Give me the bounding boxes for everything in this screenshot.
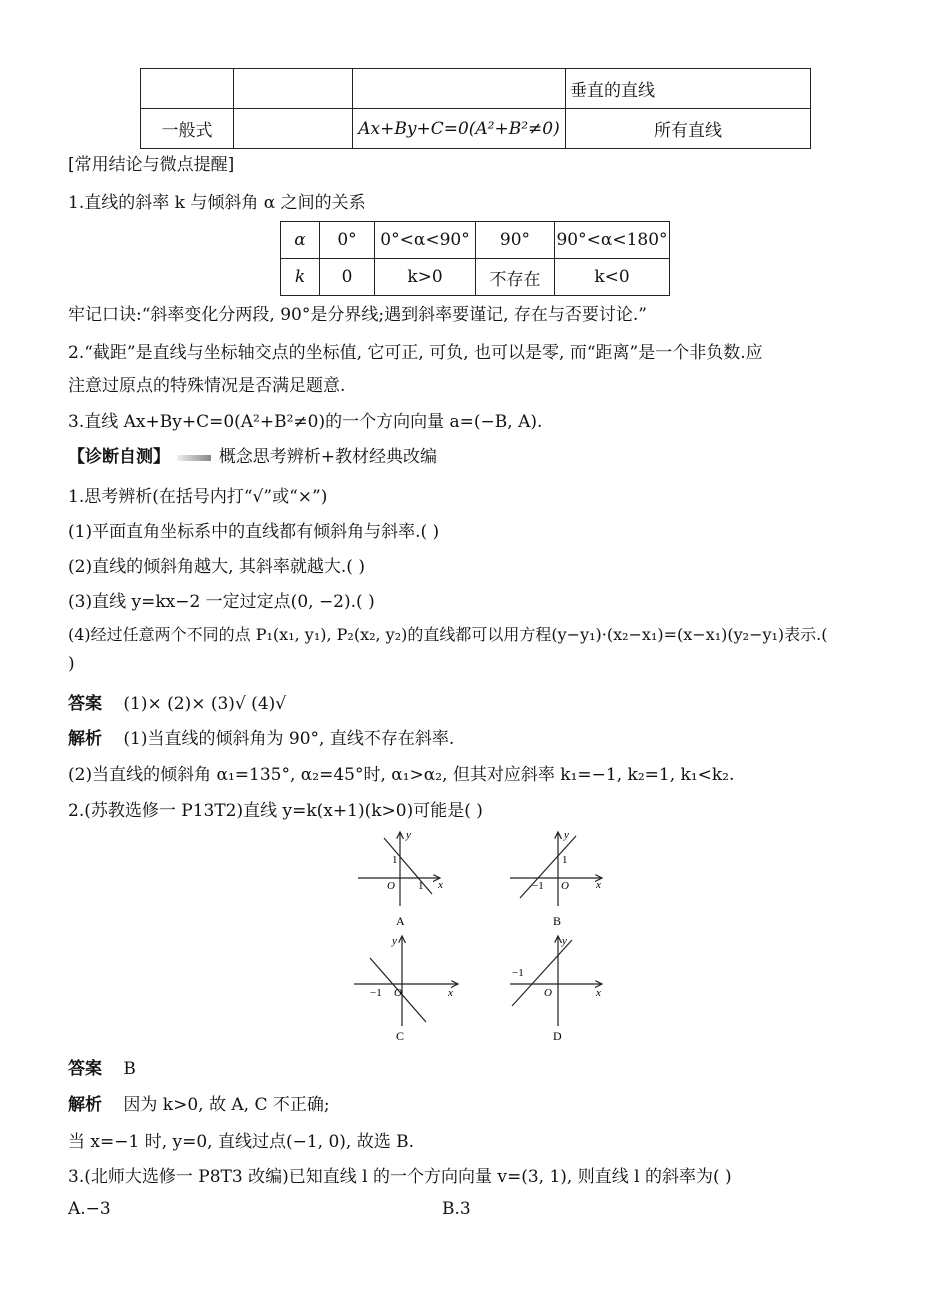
graph-a[interactable] bbox=[358, 829, 443, 928]
arrow-icon bbox=[177, 455, 211, 461]
table-cell bbox=[141, 69, 234, 109]
table-cell: 90°<α<180° bbox=[555, 222, 670, 259]
tick-label: 1 bbox=[562, 854, 568, 866]
paragraph: (3)直线 y=kx−2 一定过定点(0, −2).( ) bbox=[68, 592, 375, 612]
table-cell: k>0 bbox=[375, 259, 476, 296]
option-label: B bbox=[553, 914, 562, 928]
x-axis-label: x bbox=[596, 879, 601, 891]
table-cell: 所有直线 bbox=[566, 109, 811, 149]
paragraph: 注意过原点的特殊情况是否满足题意. bbox=[68, 376, 346, 396]
answer-text: (1)× (2)× (3)√ (4)√ bbox=[123, 694, 287, 714]
analysis-line bbox=[68, 1090, 330, 1115]
table-cell: k<0 bbox=[555, 259, 670, 296]
tick-label: −1 bbox=[532, 880, 544, 892]
x-axis-label: x bbox=[438, 879, 443, 891]
answer-line bbox=[68, 1054, 136, 1079]
general-form-formula: Ax+By+C=0(A²+B²≠0) bbox=[353, 109, 566, 149]
y-axis-label: y bbox=[562, 935, 567, 947]
x-axis-label: x bbox=[448, 987, 453, 999]
table-cell: k bbox=[281, 259, 320, 296]
analysis-label: 解析 bbox=[68, 729, 102, 749]
tick-label: 1 bbox=[418, 880, 424, 892]
analysis-line bbox=[68, 724, 454, 749]
analysis-text: 因为 k>0, 故 A, C 不正确; bbox=[123, 1095, 330, 1115]
tick-label: −1 bbox=[370, 987, 382, 999]
tick-label: −1 bbox=[512, 967, 524, 979]
option-label: A bbox=[396, 914, 405, 928]
paragraph: (4)经过任意两个不同的点 P₁(x₁, y₁), P₂(x₂, y₂)的直线都可以用方程(y−y₁)·(x₂−x₁)=(x−x₁)(y₂−y₁)表示.( bbox=[68, 625, 828, 644]
paragraph: (2)直线的倾斜角越大, 其斜率就越大.( ) bbox=[68, 557, 365, 577]
table-cell: 90° bbox=[476, 222, 555, 259]
table-cell bbox=[234, 69, 353, 109]
table-row bbox=[281, 259, 670, 296]
paragraph: (2)当直线的倾斜角 α₁=135°, α₂=45°时, α₁>α₂, 但其对应斜率 k₁=−1, k₂=1, k₁<k₂. bbox=[68, 765, 735, 785]
graph-d[interactable] bbox=[510, 935, 602, 1043]
section-heading: [常用结论与微点提醒] bbox=[68, 155, 235, 175]
answer-text: B bbox=[123, 1059, 136, 1079]
paragraph: 3.直线 Ax+By+C=0(A²+B²≠0)的一个方向向量 a=(−B, A). bbox=[68, 412, 543, 432]
table-row bbox=[141, 109, 811, 149]
graph-options bbox=[340, 826, 630, 1046]
paragraph: 2.“截距”是直线与坐标轴交点的坐标值, 它可正, 可负, 也可以是零, 而“距离”是一个非负数.应 bbox=[68, 343, 763, 363]
answer-label: 答案 bbox=[68, 1059, 102, 1079]
table-cell: 0 bbox=[320, 259, 375, 296]
x-axis-label: x bbox=[596, 987, 601, 999]
paragraph: ) bbox=[68, 654, 75, 674]
line-forms-table bbox=[140, 68, 811, 149]
diagnosis-title: 【诊断自测】 bbox=[68, 447, 170, 467]
option-label: C bbox=[396, 1029, 405, 1043]
diagnosis-subtitle: 概念思考辨析+教材经典改编 bbox=[218, 447, 438, 467]
graph-b[interactable] bbox=[510, 829, 602, 928]
paragraph: 2.(苏教选修一 P13T2)直线 y=k(x+1)(k>0)可能是( ) bbox=[68, 801, 483, 821]
y-axis-label: y bbox=[564, 829, 569, 841]
answer-line bbox=[68, 689, 286, 714]
paragraph: 当 x=−1 时, y=0, 直线过点(−1, 0), 故选 B. bbox=[68, 1132, 415, 1152]
answer-label: 答案 bbox=[68, 694, 102, 714]
paragraph: 1.直线的斜率 k 与倾斜角 α 之间的关系 bbox=[68, 193, 366, 213]
table-cell: α bbox=[281, 222, 320, 259]
table-cell bbox=[234, 109, 353, 149]
analysis-label: 解析 bbox=[68, 1095, 102, 1115]
tick-label: 1 bbox=[392, 854, 398, 866]
option-a: A.−3 bbox=[68, 1199, 111, 1219]
table-row bbox=[281, 222, 670, 259]
origin-label: O bbox=[544, 987, 552, 999]
origin-label: O bbox=[387, 880, 395, 892]
paragraph: 3.(北师大选修一 P8T3 改编)已知直线 l 的一个方向向量 v=(3, 1), 则直线 l 的斜率为( ) bbox=[68, 1167, 732, 1187]
paragraph: 1.思考辨析(在括号内打“√”或“×”) bbox=[68, 487, 328, 507]
table-cell: 一般式 bbox=[141, 109, 234, 149]
table-cell: 0°<α<90° bbox=[375, 222, 476, 259]
table-cell: 0° bbox=[320, 222, 375, 259]
option-label: D bbox=[553, 1029, 562, 1043]
origin-label: O bbox=[394, 987, 402, 999]
option-b: B.3 bbox=[442, 1199, 471, 1219]
table-cell bbox=[353, 69, 566, 109]
diagnosis-heading bbox=[68, 442, 437, 467]
y-axis-label: y bbox=[406, 829, 411, 841]
table-row bbox=[141, 69, 811, 109]
paragraph: 牢记口诀:“斜率变化分两段, 90°是分界线;遇到斜率要谨记, 存在与否要讨论.” bbox=[68, 305, 647, 325]
graph-c[interactable] bbox=[354, 935, 458, 1043]
analysis-text: (1)当直线的倾斜角为 90°, 直线不存在斜率. bbox=[123, 729, 455, 749]
origin-label: O bbox=[561, 880, 569, 892]
table-cell: 不存在 bbox=[476, 259, 555, 296]
slope-angle-table bbox=[280, 221, 670, 296]
y-axis-label: y bbox=[392, 935, 397, 947]
paragraph: (1)平面直角坐标系中的直线都有倾斜角与斜率.( ) bbox=[68, 522, 440, 542]
table-cell: 垂直的直线 bbox=[566, 69, 811, 109]
